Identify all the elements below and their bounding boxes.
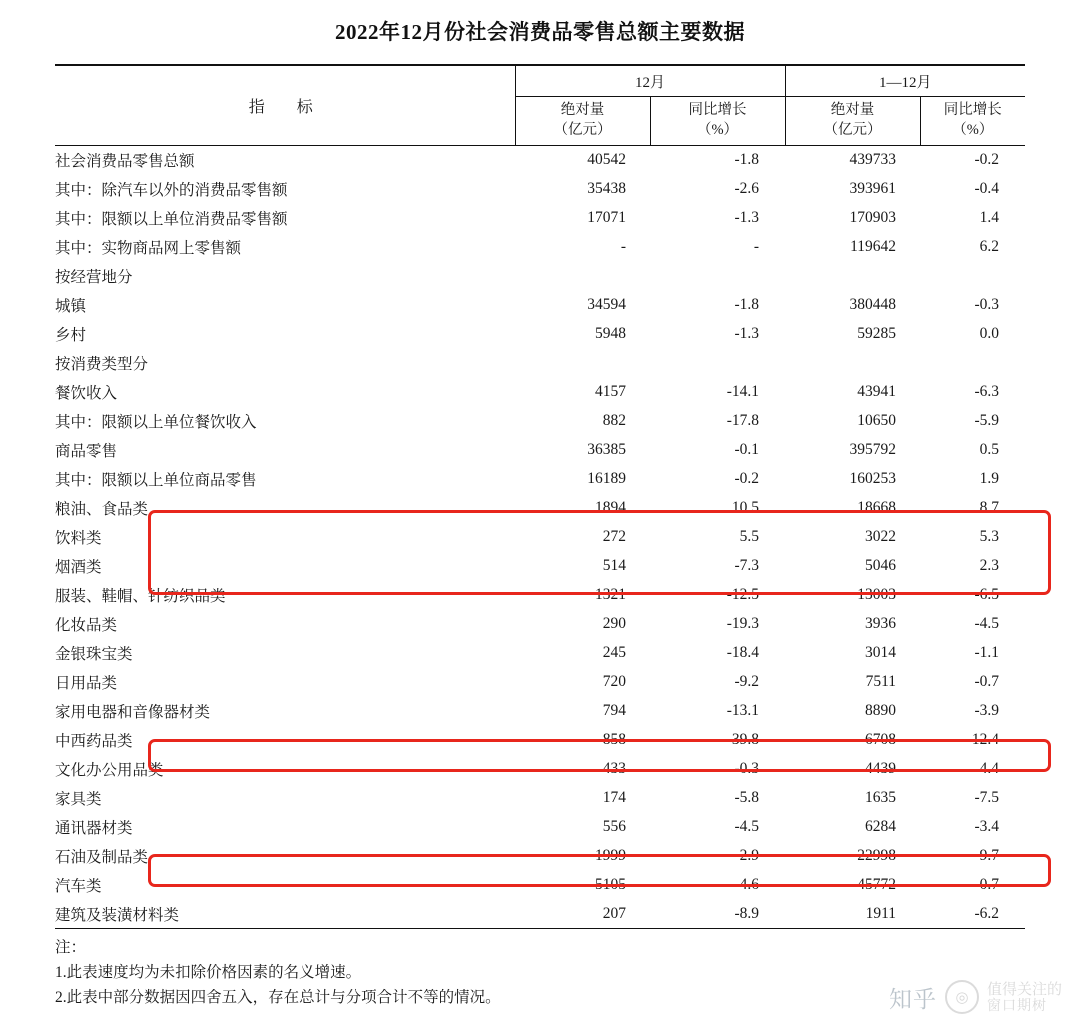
cell-cumulative-absolute: 18668	[857, 499, 897, 516]
table-head	[55, 65, 1025, 146]
table-row	[55, 639, 1025, 668]
cell-december-yoy	[650, 262, 785, 291]
retail-sales-table	[55, 64, 1025, 929]
cell-december-absolute: -	[620, 238, 626, 255]
table-row	[55, 465, 1025, 494]
cell-cumulative-yoy: 12.4	[971, 731, 1000, 748]
cell-december-absolute: 720	[602, 673, 626, 690]
cell-december-absolute: 174	[602, 789, 626, 806]
cell-cumulative-yoy: -0.7	[974, 673, 1000, 690]
cell-cumulative-yoy: -0.3	[974, 296, 1000, 313]
cell-december-yoy: 5.5	[739, 528, 760, 545]
header-cum-yoy-line1: 同比增长	[943, 102, 1002, 119]
table-row	[55, 581, 1025, 610]
cell-december-yoy: -1.3	[734, 209, 760, 226]
cell-december-yoy: -14.1	[726, 383, 760, 400]
row-label: 其中：实物商品网上零售额	[55, 240, 242, 257]
cell-cumulative-yoy: 1.9	[979, 470, 1000, 487]
cell-cumulative-yoy: -4.5	[974, 615, 1000, 632]
cell-december-yoy: -17.8	[726, 412, 760, 429]
row-label: 其中：限额以上单位商品零售	[55, 472, 257, 489]
cell-december-absolute	[515, 349, 650, 378]
table-row	[55, 697, 1025, 726]
cell-december-yoy: -2.9	[734, 847, 760, 864]
cell-cumulative-yoy: 4.4	[979, 760, 1000, 777]
row-label: 中西药品类	[55, 733, 133, 750]
cell-cumulative-absolute: 439733	[849, 151, 897, 169]
watermark-site: 知乎	[888, 985, 937, 1012]
cell-cumulative-absolute: 3022	[865, 528, 897, 545]
cell-december-yoy: -8.9	[650, 900, 785, 929]
table-row	[55, 146, 1025, 175]
cell-december-absolute: 290	[602, 615, 626, 632]
cell-december-yoy: -0.1	[734, 441, 760, 458]
cell-december-absolute: 36385	[587, 441, 626, 458]
cell-cumulative-yoy: -0.4	[974, 180, 1000, 197]
table-row	[55, 291, 1025, 320]
cell-cumulative-absolute: 8890	[865, 702, 897, 719]
table-row	[55, 320, 1025, 349]
cell-cumulative-absolute: 160253	[849, 470, 897, 487]
cell-cumulative-yoy: -3.9	[974, 702, 1000, 719]
row-label: 社会消费品零售总额	[55, 153, 195, 171]
table-row	[55, 523, 1025, 552]
cell-cumulative-absolute	[785, 349, 920, 378]
cell-cumulative-absolute: 395792	[849, 441, 897, 458]
cell-december-absolute: 882	[602, 412, 626, 429]
cell-cumulative-absolute: 13003	[857, 586, 897, 603]
cell-december-yoy: -2.6	[734, 180, 760, 197]
cell-december-yoy: -18.4	[726, 644, 760, 661]
cell-cumulative-yoy: 8.7	[979, 499, 1000, 516]
cell-cumulative-yoy: -6.5	[974, 586, 1000, 603]
cell-december-absolute: 794	[602, 702, 626, 719]
header-dec-absolute	[515, 97, 650, 146]
cell-december-yoy: 39.8	[731, 731, 760, 748]
row-label: 按经营地分	[55, 269, 133, 286]
cell-cumulative-yoy: -6.3	[974, 383, 1000, 400]
cell-december-absolute: 1999	[595, 847, 626, 864]
cell-cumulative-absolute: 1911	[785, 900, 920, 929]
table-row	[55, 494, 1025, 523]
cell-cumulative-yoy: 9.7	[979, 847, 1000, 864]
cell-december-absolute: 5948	[595, 325, 626, 342]
cell-cumulative-absolute: 380448	[849, 296, 897, 313]
table-row	[55, 233, 1025, 262]
watermark	[889, 980, 1062, 1014]
table-row	[55, 610, 1025, 639]
table-row	[55, 436, 1025, 465]
cell-cumulative-absolute: 5046	[865, 557, 897, 574]
cell-cumulative-absolute: 3014	[865, 644, 897, 661]
cell-december-yoy: -0.3	[734, 760, 760, 777]
table-row	[55, 871, 1025, 900]
table-row	[55, 552, 1025, 581]
cell-december-absolute: 272	[602, 528, 626, 545]
table-row	[55, 784, 1025, 813]
row-label: 其中：限额以上单位餐饮收入	[55, 414, 257, 431]
cell-cumulative-absolute: 22998	[857, 847, 897, 864]
cell-december-yoy: -5.8	[734, 789, 760, 806]
cell-december-absolute: 16189	[587, 470, 626, 487]
row-label: 建筑及装潢材料类	[55, 900, 515, 929]
cell-december-yoy: -12.5	[726, 586, 760, 603]
cell-december-absolute: 5105	[595, 876, 626, 893]
row-label: 家用电器和音像器材类	[55, 704, 211, 721]
row-label: 汽车类	[55, 878, 102, 895]
table-notes	[55, 929, 1025, 1010]
row-label: 其中：限额以上单位消费品零售额	[55, 211, 288, 228]
cell-cumulative-yoy: 5.3	[979, 528, 1000, 545]
table-row	[55, 726, 1025, 755]
notes-heading: 注：	[55, 939, 87, 956]
cell-december-absolute: 514	[602, 557, 626, 574]
cell-december-yoy: -0.2	[734, 470, 760, 487]
cell-december-absolute: 207	[515, 900, 650, 929]
row-label: 按消费类型分	[55, 356, 149, 373]
watermark-account	[987, 982, 1062, 1012]
cell-cumulative-absolute: 1635	[865, 789, 897, 806]
cell-december-yoy: -1.3	[734, 325, 760, 342]
cell-cumulative-yoy: -7.5	[974, 789, 1000, 806]
cell-december-absolute: 40542	[587, 151, 626, 169]
cell-cumulative-absolute	[785, 262, 920, 291]
row-label: 餐饮收入	[55, 385, 118, 402]
cell-cumulative-absolute: 45772	[857, 876, 897, 893]
cell-cumulative-yoy	[920, 349, 1025, 378]
cell-cumulative-yoy	[920, 262, 1025, 291]
table-row	[55, 378, 1025, 407]
cell-cumulative-yoy: 0.0	[979, 325, 1000, 342]
table-row	[55, 755, 1025, 784]
header-cum-absolute-line2: （亿元）	[823, 122, 882, 138]
cell-cumulative-yoy: 6.2	[979, 238, 1000, 255]
cell-december-absolute: 1894	[595, 499, 626, 516]
watermark-account-line2: 窗口期树	[986, 996, 1047, 1013]
row-label: 日用品类	[55, 675, 118, 692]
header-dec-yoy-line2: （%）	[696, 122, 739, 138]
cell-december-absolute: 17071	[587, 209, 626, 226]
cell-december-absolute: 35438	[587, 180, 626, 197]
table-row	[55, 668, 1025, 697]
header-index: 指 标	[55, 65, 515, 146]
watermark-avatar-icon: ◎	[945, 980, 979, 1014]
note-item-1: 1.此表速度均为未扣除价格因素的名义增速。	[55, 964, 362, 982]
row-label: 家具类	[55, 791, 102, 808]
table-row	[55, 204, 1025, 233]
cell-december-yoy: -19.3	[726, 615, 760, 632]
row-label: 城镇	[55, 298, 87, 315]
cell-cumulative-yoy: -1.1	[974, 644, 1000, 661]
table-row	[55, 175, 1025, 204]
header-group-december: 12月	[515, 65, 785, 97]
row-label: 饮料类	[55, 530, 102, 547]
table-head-group-row	[55, 65, 1025, 97]
cell-cumulative-absolute: 43941	[857, 383, 897, 400]
cell-cumulative-absolute: 6284	[865, 818, 897, 835]
cell-cumulative-yoy: 0.7	[979, 876, 1000, 893]
row-label: 金银珠宝类	[55, 646, 133, 663]
cell-cumulative-yoy: 0.5	[979, 441, 1000, 458]
row-label: 石油及制品类	[55, 849, 149, 866]
header-cum-yoy-line2: （%）	[952, 122, 994, 138]
cell-cumulative-yoy: -6.2	[920, 900, 1025, 929]
cell-cumulative-absolute: 119642	[850, 238, 897, 255]
cell-cumulative-absolute: 393961	[849, 180, 897, 197]
cell-cumulative-yoy: 2.3	[979, 557, 1000, 574]
row-label: 文化办公用品类	[55, 762, 164, 779]
cell-cumulative-absolute: 7511	[865, 673, 897, 690]
header-cum-absolute	[785, 97, 920, 146]
table-body	[55, 146, 1025, 929]
cell-cumulative-yoy: -0.2	[974, 151, 1000, 169]
header-dec-yoy	[650, 97, 785, 146]
cell-december-absolute: 4157	[595, 383, 626, 400]
cell-cumulative-absolute: 4439	[865, 760, 897, 777]
cell-cumulative-yoy: -3.4	[974, 818, 1000, 835]
cell-december-absolute: 1321	[595, 586, 626, 603]
cell-december-yoy: 4.6	[739, 876, 760, 893]
cell-december-yoy	[650, 349, 785, 378]
row-label: 其中：除汽车以外的消费品零售额	[55, 182, 288, 199]
header-cum-yoy	[920, 97, 1025, 146]
header-dec-absolute-line2: （亿元）	[553, 122, 612, 138]
header-cum-absolute-line1: 绝对量	[830, 102, 875, 119]
watermark-account-line1: 值得关注的	[986, 980, 1062, 998]
cell-december-absolute: 433	[602, 760, 626, 777]
cell-cumulative-absolute: 59285	[857, 325, 897, 342]
cell-december-yoy: -9.2	[734, 673, 760, 690]
cell-december-yoy: -1.8	[734, 296, 760, 313]
header-dec-absolute-line1: 绝对量	[560, 102, 605, 119]
row-label: 化妆品类	[55, 617, 118, 634]
cell-december-absolute: 858	[602, 731, 626, 748]
cell-december-yoy: -1.8	[734, 151, 760, 169]
cell-december-absolute: 34594	[587, 296, 626, 313]
cell-cumulative-absolute: 170903	[849, 209, 897, 226]
table-row	[55, 349, 1025, 378]
table-row	[55, 407, 1025, 436]
cell-december-absolute: 245	[602, 644, 626, 661]
row-label: 烟酒类	[55, 559, 102, 576]
page-title: 2022年12月份社会消费品零售总额主要数据	[335, 20, 745, 44]
cell-december-yoy: -	[753, 238, 760, 255]
table-row	[55, 842, 1025, 871]
cell-december-yoy: -13.1	[726, 702, 760, 719]
row-label: 乡村	[55, 327, 87, 344]
header-group-cumulative: 1—12月	[785, 65, 1025, 97]
table-row	[55, 813, 1025, 842]
row-label: 商品零售	[55, 443, 118, 460]
cell-december-yoy: -4.5	[734, 818, 760, 835]
cell-cumulative-yoy: 1.4	[979, 209, 1000, 226]
header-dec-yoy-line1: 同比增长	[688, 102, 747, 119]
cell-december-absolute	[515, 262, 650, 291]
table-row	[55, 262, 1025, 291]
row-label: 粮油、食品类	[55, 501, 149, 518]
cell-cumulative-yoy: -5.9	[974, 412, 1000, 429]
cell-cumulative-absolute: 3936	[865, 615, 897, 632]
cell-cumulative-absolute: 10650	[857, 412, 897, 429]
cell-december-absolute: 556	[602, 818, 626, 835]
table-row	[55, 900, 1025, 929]
cell-cumulative-absolute: 6708	[865, 731, 897, 748]
row-label: 通讯器材类	[55, 820, 133, 837]
cell-december-yoy: -7.3	[734, 557, 760, 574]
cell-december-yoy: 10.5	[731, 499, 760, 516]
note-item-2: 2.此表中部分数据因四舍五入，存在总计与分项合计不等的情况。	[55, 989, 501, 1007]
row-label: 服装、鞋帽、针纺织品类	[55, 588, 226, 605]
